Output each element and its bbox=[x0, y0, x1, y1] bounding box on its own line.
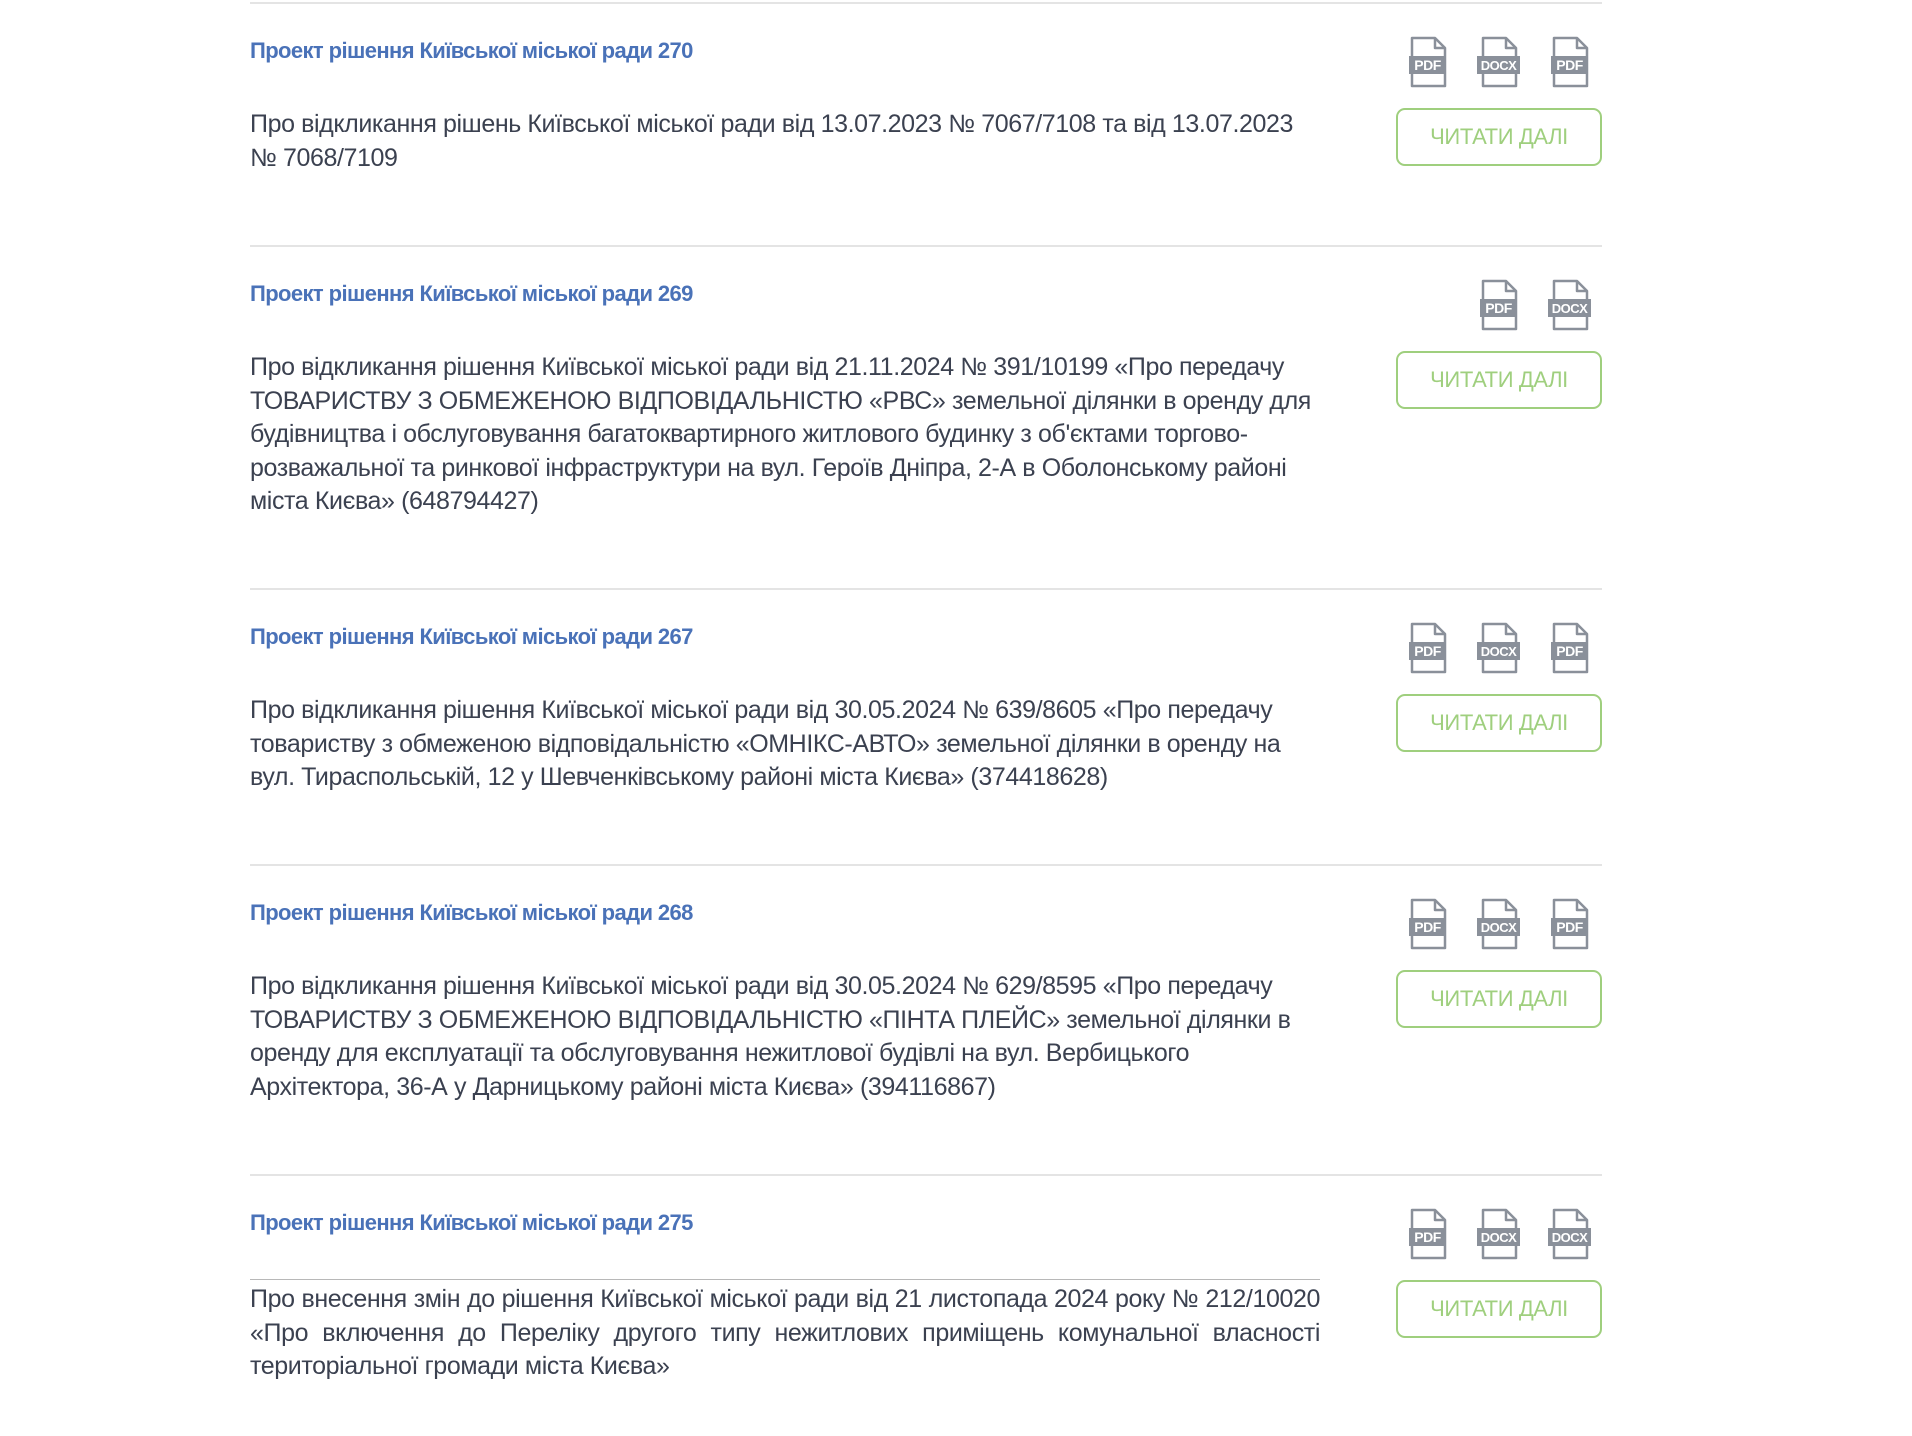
file-type-label: PDF bbox=[1414, 57, 1441, 73]
project-description: Про внесення змін до рішення Київської міської ради від 21 листопада 2024 року № 212/10020 «Про включення до Переліку другого типу нежитлових приміщень комунальної власності територіальної громади міста Києва» bbox=[250, 1279, 1320, 1384]
project-title-link[interactable]: Проект рішення Київської міської ради 269 bbox=[250, 281, 693, 306]
read-more-button[interactable]: ЧИТАТИ ДАЛІ bbox=[1396, 108, 1602, 166]
file-type-label: DOCX bbox=[1480, 920, 1517, 935]
file-icons bbox=[1403, 1208, 1594, 1261]
pdf-file-icon[interactable] bbox=[1403, 1208, 1452, 1261]
docx-file-icon[interactable] bbox=[1545, 1208, 1594, 1261]
list-item bbox=[250, 588, 1602, 865]
file-type-label: PDF bbox=[1485, 300, 1512, 316]
read-more-button[interactable]: ЧИТАТИ ДАЛІ bbox=[1396, 351, 1602, 409]
pdf-file-icon[interactable] bbox=[1545, 898, 1594, 951]
docx-file-icon[interactable] bbox=[1474, 1208, 1523, 1261]
project-description: Про відкликання рішення Київської міської ради від 30.05.2024 № 629/8595 «Про передачу ТОВАРИСТВУ З ОБМЕЖЕНОЮ ВІДПОВІДАЛЬНІСТЮ «ПІНТА ПЛЕЙС» земельної ділянки в оренду для експлуатації та обслуговування нежитлової будівлі на вул. Вербицького Архітектора, 36-А у Дарницькому районі міста Києва» (394116867) bbox=[250, 972, 1291, 1101]
project-description: Про відкликання рішення Київської міської ради від 21.11.2024 № 391/10199 «Про передачу ТОВАРИСТВУ З ОБМЕЖЕНОЮ ВІДПОВІДАЛЬНІСТЮ «РВС» земельної ділянки в оренду для будівництва і обслуговування багатоквартирного житлового будинку з об'єктами торгово-розважальної та ринкової інфраструктури на вул. Героїв Дніпра, 2-А в Оболонському районі міста Києва» (648794427) bbox=[250, 353, 1311, 515]
file-type-label: PDF bbox=[1556, 57, 1583, 73]
file-type-label: PDF bbox=[1414, 919, 1441, 935]
file-type-label: DOCX bbox=[1551, 301, 1588, 316]
list-item bbox=[250, 864, 1602, 1175]
file-type-label: PDF bbox=[1414, 643, 1441, 659]
read-more-button[interactable]: ЧИТАТИ ДАЛІ bbox=[1396, 970, 1602, 1028]
docx-file-icon[interactable] bbox=[1474, 36, 1523, 89]
project-title-link[interactable]: Проект рішення Київської міської ради 267 bbox=[250, 624, 693, 649]
docx-file-icon[interactable] bbox=[1474, 898, 1523, 951]
project-description: Про відкликання рішень Київської міської ради від 13.07.2023 № 7067/7108 та від 13.07.2023 № 7068/7109 bbox=[250, 110, 1294, 172]
file-type-label: PDF bbox=[1414, 1229, 1441, 1245]
project-title-link[interactable]: Проект рішення Київської міської ради 268 bbox=[250, 900, 693, 925]
read-more-button[interactable]: ЧИТАТИ ДАЛІ bbox=[1396, 694, 1602, 752]
file-type-label: DOCX bbox=[1480, 644, 1517, 659]
file-icons bbox=[1403, 898, 1594, 951]
docx-file-icon[interactable] bbox=[1545, 279, 1594, 332]
pdf-file-icon[interactable] bbox=[1403, 622, 1452, 675]
file-type-label: DOCX bbox=[1551, 1230, 1588, 1245]
file-icons bbox=[1403, 36, 1594, 89]
file-type-label: PDF bbox=[1556, 643, 1583, 659]
file-icons bbox=[1403, 622, 1594, 675]
docx-file-icon[interactable] bbox=[1474, 622, 1523, 675]
pdf-file-icon[interactable] bbox=[1403, 898, 1452, 951]
list-item bbox=[250, 245, 1602, 589]
pdf-file-icon[interactable] bbox=[1474, 279, 1523, 332]
list-item bbox=[250, 1174, 1602, 1436]
file-type-label: DOCX bbox=[1480, 1230, 1517, 1245]
file-icons bbox=[1474, 279, 1594, 332]
file-type-label: DOCX bbox=[1480, 58, 1517, 73]
pdf-file-icon[interactable] bbox=[1545, 36, 1594, 89]
read-more-button[interactable]: ЧИТАТИ ДАЛІ bbox=[1396, 1280, 1602, 1338]
pdf-file-icon[interactable] bbox=[1403, 36, 1452, 89]
pdf-file-icon[interactable] bbox=[1545, 622, 1594, 675]
project-title-link[interactable]: Проект рішення Київської міської ради 275 bbox=[250, 1210, 693, 1235]
file-type-label: PDF bbox=[1556, 919, 1583, 935]
project-title-link[interactable]: Проект рішення Київської міської ради 270 bbox=[250, 38, 693, 63]
list-item bbox=[250, 2, 1602, 246]
project-description: Про відкликання рішення Київської міської ради від 30.05.2024 № 639/8605 «Про передачу товариству з обмеженою відповідальністю «ОМНІКС-АВТО» земельної ділянки в оренду на вул. Тираспольській, 12 у Шевченківському районі міста Києва» (374418628) bbox=[250, 696, 1281, 791]
